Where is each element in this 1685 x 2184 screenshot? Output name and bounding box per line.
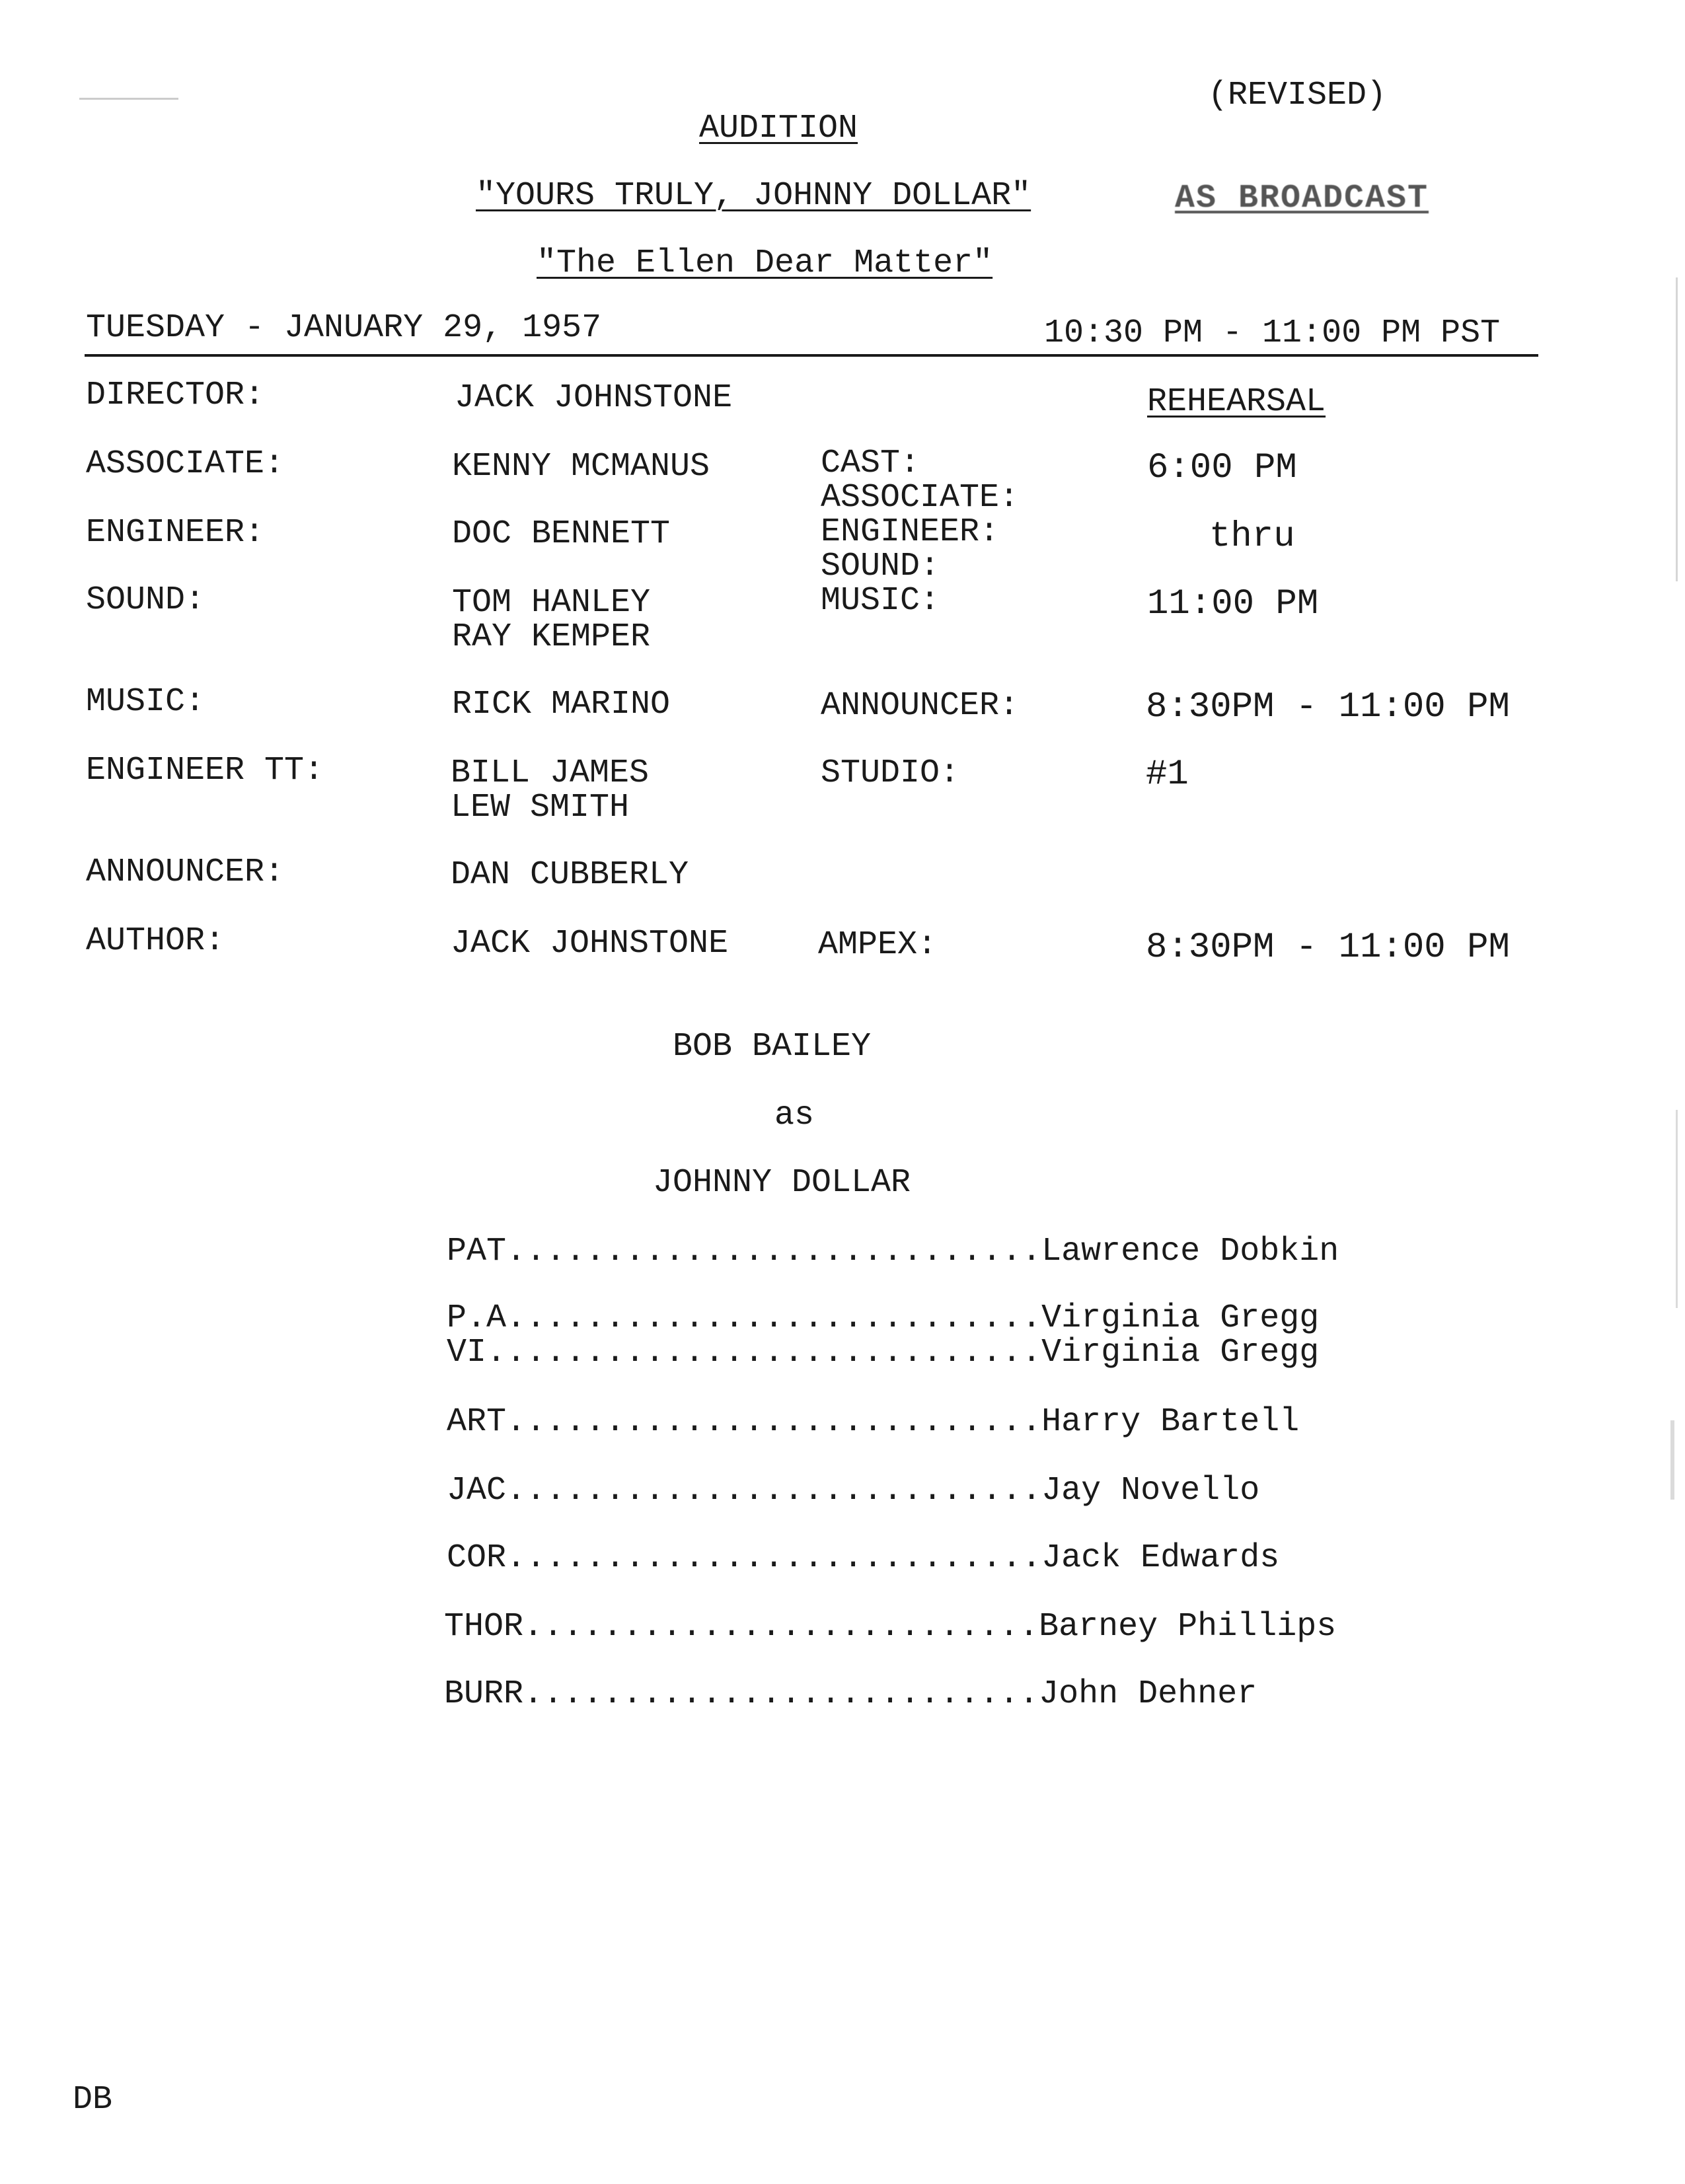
crew-role: ENGINEER TT: [86,752,324,789]
broadcast-time: 10:30 PM - 11:00 PM PST [1044,314,1501,352]
rehearsal-label: CAST: [821,445,920,482]
studio-number: #1 [1146,754,1189,795]
crew-role: ASSOCIATE: [86,445,285,483]
header-rule [85,354,1538,357]
crew-name: RICK MARINO [452,686,671,723]
crew-role: ENGINEER: [86,514,265,552]
cast-line: P.A...........................Virginia Gregg [447,1299,1320,1337]
cast-line: ART...........................Harry Bartell [447,1403,1300,1441]
crew-role: DIRECTOR: [86,377,265,414]
crew-name: JACK JOHNSTONE [455,379,733,417]
cast-line: BURR..........................John Dehner [444,1675,1257,1713]
crew-name: KENNY MCMANUS [452,448,710,486]
cast-line: PAT...........................Lawrence Dobkin [447,1233,1339,1270]
broadcast-date: TUESDAY - JANUARY 29, 1957 [86,309,602,347]
rehearsal-time: 8:30PM - 11:00 PM [1146,928,1510,968]
cast-line: COR...........................Jack Edwards [447,1539,1280,1577]
rehearsal-label: ANNOUNCER: [821,687,1020,725]
crew-role: ANNOUNCER: [86,854,285,891]
scan-speck [79,98,178,100]
rehearsal-label: ENGINEER: [821,513,1000,551]
as-broadcast-stamp: AS BROADCAST [1175,180,1429,217]
crew-name: DAN CUBBERLY [451,856,689,894]
crew-name: DOC BENNETT [452,515,671,553]
revised-note: (REVISED) [1208,77,1387,114]
rehearsal-heading: REHEARSAL [1147,383,1326,421]
crew-role: SOUND: [86,581,206,619]
cast-line: JAC...........................Jay Novello [447,1472,1260,1510]
rehearsal-time: 8:30PM - 11:00 PM [1146,687,1510,727]
star-character: JOHNNY DOLLAR [653,1164,911,1202]
scan-edge-mark [1676,277,1678,581]
crew-role: MUSIC: [86,683,206,721]
rehearsal-label: STUDIO: [821,754,960,792]
scan-edge-mark [1670,1420,1674,1500]
star-as: as [774,1097,815,1134]
rehearsal-label: ASSOCIATE: [821,479,1020,517]
rehearsal-label: AMPEX: [818,926,938,964]
cast-line: VI............................Virginia Gregg [447,1334,1320,1371]
rehearsal-time: 11:00 PM [1147,584,1319,624]
rehearsal-time: thru [1209,517,1295,557]
crew-name: RAY KEMPER [452,618,651,656]
audition-heading: AUDITION [699,110,858,147]
rehearsal-label: MUSIC: [821,582,940,620]
crew-name: TOM HANLEY [452,584,651,622]
crew-name: JACK JOHNSTONE [451,925,729,963]
star-name: BOB BAILEY [673,1028,872,1066]
footer-initials: DB [73,2081,113,2119]
cast-line: THOR..........................Barney Phillips [444,1608,1337,1646]
episode-title: "The Ellen Dear Matter" [537,244,993,282]
rehearsal-label: SOUND: [821,548,940,585]
rehearsal-time: 6:00 PM [1147,448,1297,488]
crew-name: LEW SMITH [451,789,630,826]
series-title: "YOURS TRULY, JOHNNY DOLLAR" [476,177,1031,215]
crew-role: AUTHOR: [86,922,225,960]
crew-name: BILL JAMES [451,754,650,792]
scan-edge-mark [1676,1110,1678,1308]
